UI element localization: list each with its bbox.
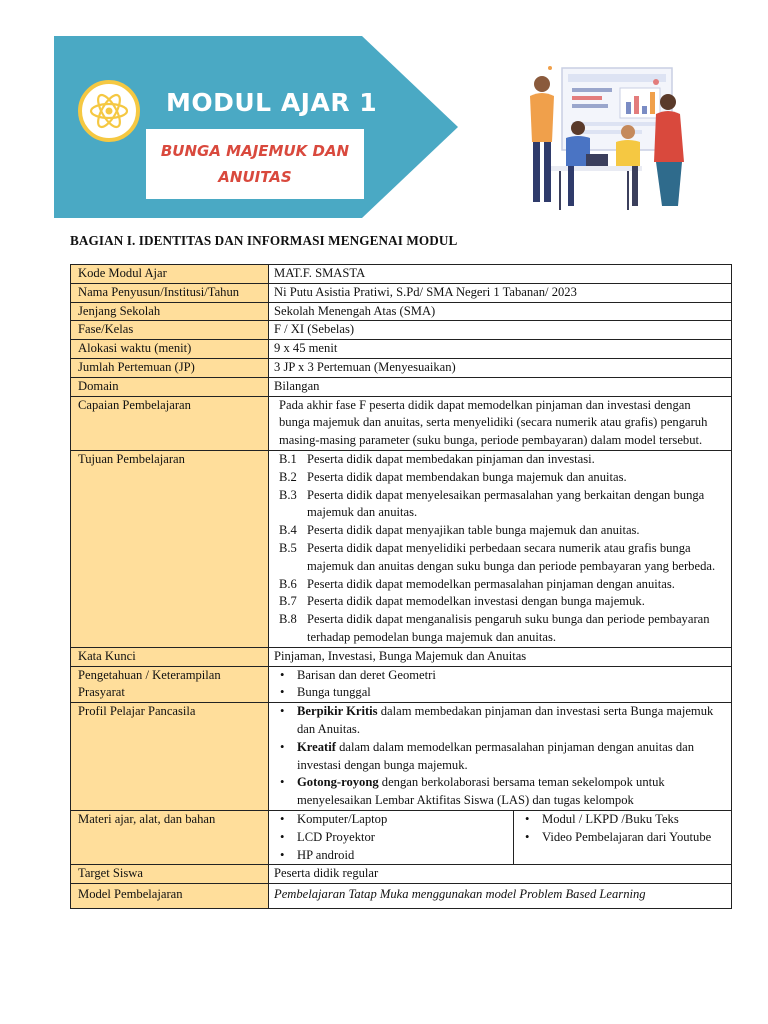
row-value: Peserta didik regular xyxy=(269,865,732,884)
row-value: F / XI (Sebelas) xyxy=(269,321,732,340)
table-row xyxy=(71,865,732,884)
module-title: MODUL AJAR 1 xyxy=(166,88,378,117)
row-value: 3 JP x 3 Pertemuan (Menyesuaikan) xyxy=(269,358,732,377)
goal-number: B.7 xyxy=(279,594,297,609)
module-identity-table xyxy=(70,264,732,909)
table-row xyxy=(71,302,732,321)
subtitle-line-1: BUNGA MAJEMUK DAN xyxy=(160,142,350,160)
row-label: Model Pembelajaran xyxy=(71,884,269,909)
list-item xyxy=(274,703,726,739)
goal-text: Peserta didik dapat menyelidiki perbedaan secara numerik atau grafis bunga majemuk dan anuitas dengan suku bunga dan periode pembayaran yang berbeda. xyxy=(307,540,716,573)
list-item: • Bunga tunggal xyxy=(274,684,726,702)
goal-item xyxy=(279,469,720,487)
row-value xyxy=(269,450,732,647)
list-item: • LCD Proyektor xyxy=(274,829,508,847)
goal-item xyxy=(279,487,720,523)
profile-text: dalam dalam memodelkan permasalahan pinjaman dengan anuitas dan investasi dengan bunga majemuk. xyxy=(297,739,695,772)
module-subtitle xyxy=(146,129,364,199)
module-banner xyxy=(54,36,458,218)
goal-item xyxy=(279,576,720,594)
goal-number: B.2 xyxy=(279,469,297,484)
row-label: Nama Penyusun/Institusi/Tahun xyxy=(71,283,269,302)
row-label xyxy=(71,666,269,703)
row-label: Profil Pelajar Pancasila xyxy=(71,703,269,811)
table-row xyxy=(71,321,732,340)
goal-text: Peserta didik dapat membendakan bunga majemuk dan anuitas. xyxy=(307,469,627,484)
row-label: Materi ajar, alat, dan bahan xyxy=(71,810,269,864)
profile-text: dalam membedakan pinjaman dan investasi serta Bunga majemuk dan Anuitas. xyxy=(297,704,714,736)
profile-text: dengan berkolaborasi bersama teman sekelompok untuk menyelesaikan Lembar Aktifitas Siswa (LAS) dan tugas kelompok xyxy=(297,775,665,808)
row-label-line: Prasyarat xyxy=(78,685,125,700)
goal-item xyxy=(279,593,720,611)
goal-number: B.1 xyxy=(279,451,297,466)
list-item: • Barisan dan deret Geometri xyxy=(274,667,726,685)
atom-icon xyxy=(78,80,140,142)
team-meeting-illustration xyxy=(516,62,696,214)
goal-number: B.6 xyxy=(279,576,297,591)
section-heading: BAGIAN I. IDENTITAS DAN INFORMASI MENGENAI MODUL xyxy=(70,233,458,248)
profile-name: Berpikir Kritis xyxy=(297,704,378,719)
row-value: Sekolah Menengah Atas (SMA) xyxy=(269,302,732,321)
row-value: Pembelajaran Tatap Muka menggunakan model Problem Based Learning xyxy=(269,884,732,909)
row-value xyxy=(269,703,732,811)
row-label: Kata Kunci xyxy=(71,647,269,666)
goal-item xyxy=(279,611,720,647)
table-row xyxy=(71,666,732,703)
list-item xyxy=(274,739,726,775)
goal-number: B.8 xyxy=(279,612,297,627)
row-value: MAT.F. SMASTA xyxy=(269,265,732,284)
goal-text: Peserta didik dapat menyelesaikan permasalahan yang berkaitan dengan bunga majemuk dan anuitas. xyxy=(307,487,705,520)
row-value: Bilangan xyxy=(269,377,732,396)
row-label: Jenjang Sekolah xyxy=(71,302,269,321)
table-row xyxy=(71,884,732,909)
row-value: 9 x 45 menit xyxy=(269,340,732,359)
list-item: • Komputer/Laptop xyxy=(274,811,508,829)
table-row xyxy=(71,450,732,647)
table-row xyxy=(71,358,732,377)
row-value: Pinjaman, Investasi, Bunga Majemuk dan Anuitas xyxy=(269,647,732,666)
row-label: Kode Modul Ajar xyxy=(71,265,269,284)
capaian-text: Pada akhir fase F peserta didik dapat memodelkan pinjaman dan investasi dengan bunga majemuk dan anuitas, serta menyelidiki (secara numerik atau grafis) pengaruh masing-masing parameter (suku bunga, periode pembayaran) dalam model tersebut. xyxy=(279,397,708,448)
list-item: • Video Pembelajaran dari Youtube xyxy=(519,829,726,847)
subtitle-line-2: ANUITAS xyxy=(218,168,292,186)
row-value: Ni Putu Asistia Pratiwi, S.Pd/ SMA Negeri 1 Tabanan/ 2023 xyxy=(269,283,732,302)
row-label: Alokasi waktu (menit) xyxy=(71,340,269,359)
goal-text: Peserta didik dapat membedakan pinjaman dan investasi. xyxy=(307,451,595,466)
row-label: Domain xyxy=(71,377,269,396)
goal-number: B.3 xyxy=(279,487,297,502)
goal-text: Peserta didik dapat memodelkan permasalahan pinjaman dengan anuitas. xyxy=(307,576,675,591)
goal-item xyxy=(279,522,720,540)
goal-number: B.4 xyxy=(279,523,297,538)
profile-name: Gotong-royong xyxy=(297,775,379,790)
table-row xyxy=(71,377,732,396)
row-label-line: Pengetahuan / Keterampilan xyxy=(78,667,221,682)
table-row xyxy=(71,283,732,302)
row-label: Target Siswa xyxy=(71,865,269,884)
goal-text: Peserta didik dapat menyajikan table bunga majemuk dan anuitas. xyxy=(307,523,640,538)
row-value xyxy=(269,666,732,703)
table-row xyxy=(71,703,732,811)
goal-text: Peserta didik dapat menganalisis pengaruh suku bunga dan periode pembayaran terhadap pemodelan bunga majemuk dan anuitas. xyxy=(307,612,710,644)
profile-name: Kreatif xyxy=(297,739,336,754)
goal-item xyxy=(279,540,720,576)
table-row xyxy=(71,396,732,450)
table-row xyxy=(71,340,732,359)
table-row xyxy=(71,810,732,864)
row-value xyxy=(269,396,732,450)
row-value xyxy=(269,810,732,864)
list-item: • Modul / LKPD /Buku Teks xyxy=(519,811,726,829)
row-label: Jumlah Pertemuan (JP) xyxy=(71,358,269,377)
row-label: Fase/Kelas xyxy=(71,321,269,340)
table-row xyxy=(71,265,732,284)
goal-number: B.5 xyxy=(279,540,297,555)
table-row xyxy=(71,647,732,666)
row-label: Capaian Pembelajaran xyxy=(71,396,269,450)
goal-item xyxy=(279,451,720,469)
row-label: Tujuan Pembelajaran xyxy=(71,450,269,647)
list-item xyxy=(274,774,726,810)
goal-text: Peserta didik dapat memodelkan investasi dengan bunga majemuk. xyxy=(307,594,645,609)
list-item: • HP android xyxy=(274,847,508,865)
